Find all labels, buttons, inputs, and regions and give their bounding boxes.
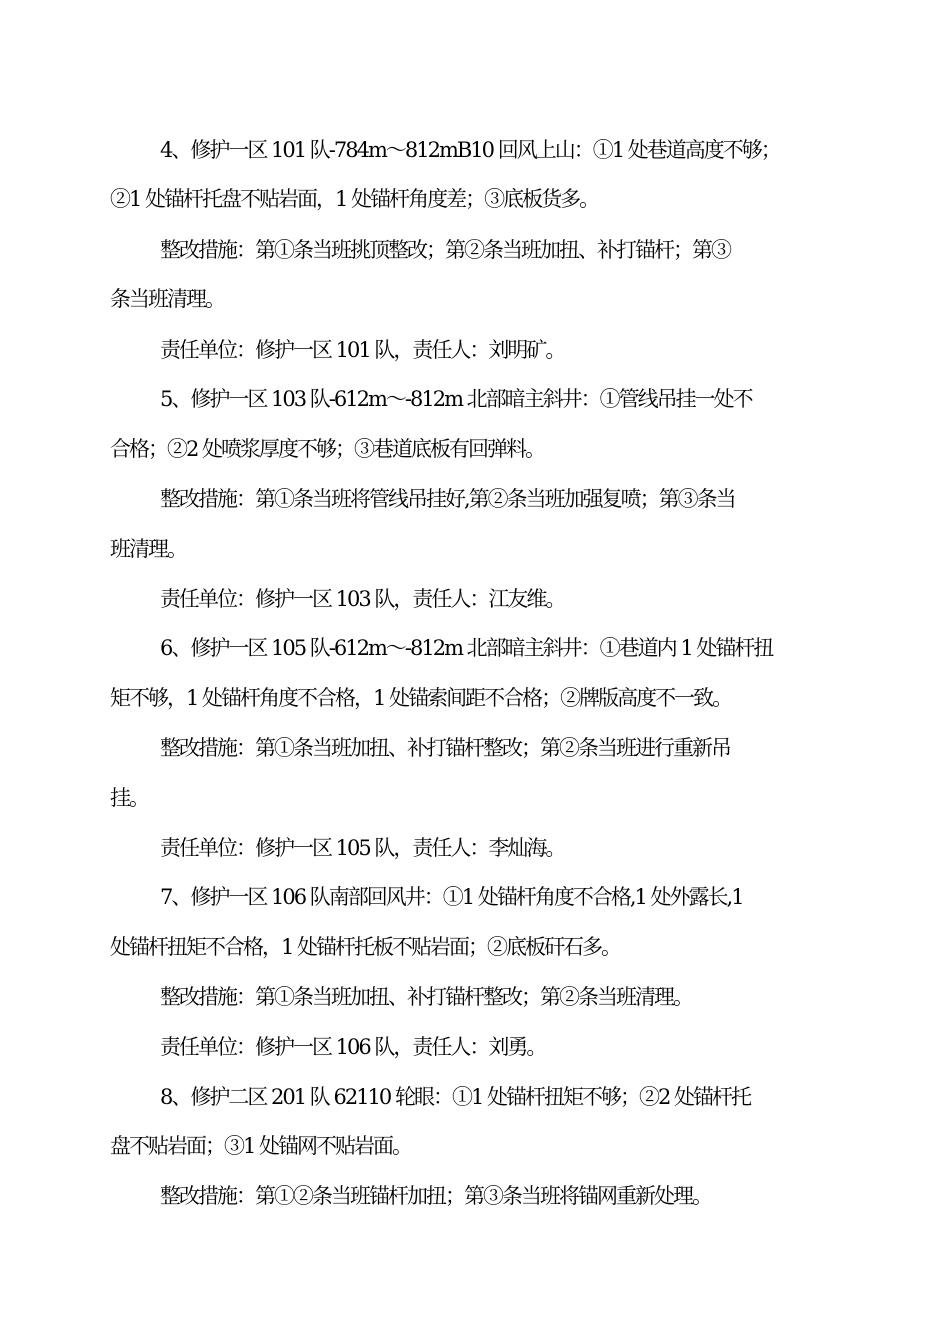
item-5-line-2: 合格；②2 处喷浆厚度不够；③巷道底板有回弹料。 <box>110 437 545 461</box>
item-8-line-1: 8、修护二区 201 队 62110 轮眼：①1 处锚杆扭矩不够；②2 处锚杆托 <box>160 1085 751 1109</box>
item-7-line-1: 7、修护一区 106 队南部回风井：①1 处锚杆角度不合格,1 处外露长,1 <box>160 885 743 909</box>
item-4-line-1: 4、修护一区 101 队-784m～812mB10 回风上山：①1 处巷道高度不够； <box>160 138 780 162</box>
item-8-line-2: 盘不贴岩面；③1 处锚网不贴岩面。 <box>110 1134 412 1158</box>
item-6-line-2: 矩不够，1 处锚杆角度不合格，1 处锚索间距不合格；②牌版高度不一致。 <box>110 686 732 710</box>
item-4-measures-line-2: 条当班清理。 <box>110 287 224 311</box>
item-5-responsibility: 责任单位：修护一区 103 队，责任人：江友维。 <box>160 587 565 611</box>
item-6-line-1: 6、修护一区 105 队-612m～-812m 北部暗主斜井：①巷道内 1 处锚杆扭 <box>160 636 773 660</box>
item-5-line-1: 5、修护一区 103 队-612m～-812m 北部暗主斜井：①管线吊挂一处不 <box>160 387 752 411</box>
item-5-measures-line-2: 班清理。 <box>110 537 186 561</box>
item-4-responsibility: 责任单位：修护一区 101 队，责任人：刘明矿。 <box>160 338 565 362</box>
item-7-line-2: 处锚杆扭矩不合格，1 处锚杆托板不贴岩面；②底板矸石多。 <box>110 935 621 959</box>
item-6-measures-line-1: 整改措施：第①条当班加扭、补打锚杆整改；第②条当班进行重新吊 <box>160 736 730 760</box>
item-7-responsibility: 责任单位：修护一区 106 队，责任人：刘勇。 <box>160 1035 546 1059</box>
item-5-measures-line-1: 整改措施：第①条当班将管线吊挂好,第②条当班加强复喷；第③条当 <box>160 487 735 511</box>
item-4-measures-line-1: 整改措施：第①条当班挑顶整改；第②条当班加扭、补打锚杆；第③ <box>160 238 730 262</box>
item-7-measures: 整改措施：第①条当班加扭、补打锚杆整改；第②条当班清理。 <box>160 985 692 1009</box>
item-6-measures-line-2: 挂。 <box>110 786 148 810</box>
item-6-responsibility: 责任单位：修护一区 105 队，责任人：李灿海。 <box>160 836 565 860</box>
item-8-measures: 整改措施：第①②条当班锚杆加扭；第③条当班将锚网重新处理。 <box>160 1184 711 1208</box>
item-4-line-2: ②1 处锚杆托盘不贴岩面，1 处锚杆角度差；③底板货多。 <box>110 187 599 211</box>
